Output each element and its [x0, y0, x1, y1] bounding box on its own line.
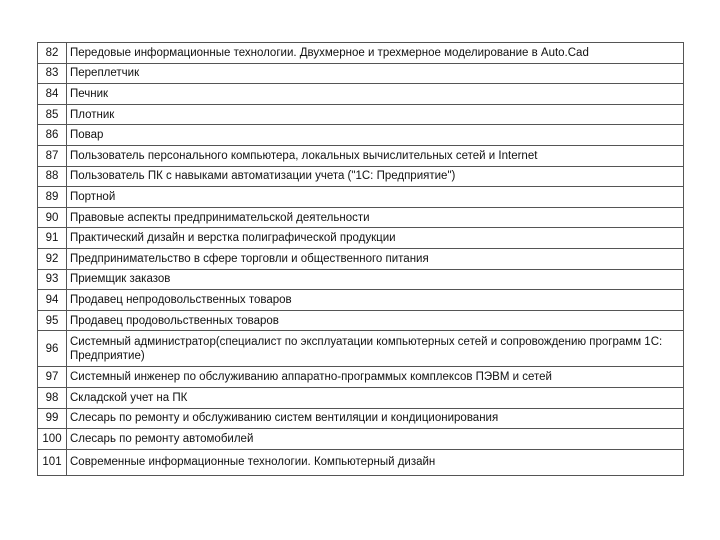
course-name: Печник	[67, 84, 684, 105]
course-name: Продавец продовольственных товаров	[67, 310, 684, 331]
table-row	[38, 63, 684, 84]
course-name: Слесарь по ремонту и обслуживанию систем вентиляции и кондиционирования	[67, 408, 684, 429]
row-number: 95	[38, 310, 67, 331]
row-number: 82	[38, 43, 67, 64]
row-number: 90	[38, 207, 67, 228]
row-number: 98	[38, 387, 67, 408]
row-number: 96	[38, 331, 67, 367]
course-name: Приемщик заказов	[67, 269, 684, 290]
course-name: Современные информационные технологии. Компьютерный дизайн	[67, 449, 684, 475]
row-number: 93	[38, 269, 67, 290]
course-name: Плотник	[67, 104, 684, 125]
row-number: 89	[38, 187, 67, 208]
table-row	[38, 269, 684, 290]
table-row	[38, 166, 684, 187]
table-row	[38, 104, 684, 125]
course-name: Правовые аспекты предпринимательской деятельности	[67, 207, 684, 228]
table-row	[38, 84, 684, 105]
course-name: Переплетчик	[67, 63, 684, 84]
course-name: Предпринимательство в сфере торговли и общественного питания	[67, 248, 684, 269]
table-row	[38, 43, 684, 64]
course-name: Практический дизайн и верстка полиграфической продукции	[67, 228, 684, 249]
table-row	[38, 429, 684, 450]
table-row	[38, 449, 684, 475]
row-number: 83	[38, 63, 67, 84]
table-row	[38, 125, 684, 146]
table-row	[38, 387, 684, 408]
course-name: Портной	[67, 187, 684, 208]
table-row	[38, 207, 684, 228]
table-row	[38, 290, 684, 311]
row-number: 94	[38, 290, 67, 311]
course-name: Передовые информационные технологии. Двухмерное и трехмерное моделирование в Auto.Cad	[67, 43, 684, 64]
course-name: Системный инженер по обслуживанию аппаратно-программых комплексов ПЭВМ и сетей	[67, 367, 684, 388]
table-row	[38, 187, 684, 208]
course-name: Складской учет на ПК	[67, 387, 684, 408]
course-name: Пользователь персонального компьютера, локальных вычислительных сетей и Internet	[67, 145, 684, 166]
row-number: 86	[38, 125, 67, 146]
course-name: Системный администратор(специалист по эксплуатации компьютерных сетей и сопровождению программ 1С: Предприятие)	[67, 331, 684, 367]
course-name: Пользователь ПК с навыками автоматизации учета ("1С: Предприятие")	[67, 166, 684, 187]
row-number: 92	[38, 248, 67, 269]
row-number: 84	[38, 84, 67, 105]
table-row	[38, 367, 684, 388]
row-number: 99	[38, 408, 67, 429]
course-table	[37, 42, 684, 476]
row-number: 91	[38, 228, 67, 249]
course-name: Слесарь по ремонту автомобилей	[67, 429, 684, 450]
course-name: Продавец непродовольственных товаров	[67, 290, 684, 311]
row-number: 100	[38, 429, 67, 450]
table-row	[38, 248, 684, 269]
row-number: 97	[38, 367, 67, 388]
row-number: 101	[38, 449, 67, 475]
table-row	[38, 408, 684, 429]
row-number: 88	[38, 166, 67, 187]
course-list-sheet	[37, 42, 684, 476]
table-row	[38, 145, 684, 166]
course-name: Повар	[67, 125, 684, 146]
table-row	[38, 331, 684, 367]
table-row	[38, 310, 684, 331]
row-number: 85	[38, 104, 67, 125]
row-number: 87	[38, 145, 67, 166]
table-row	[38, 228, 684, 249]
